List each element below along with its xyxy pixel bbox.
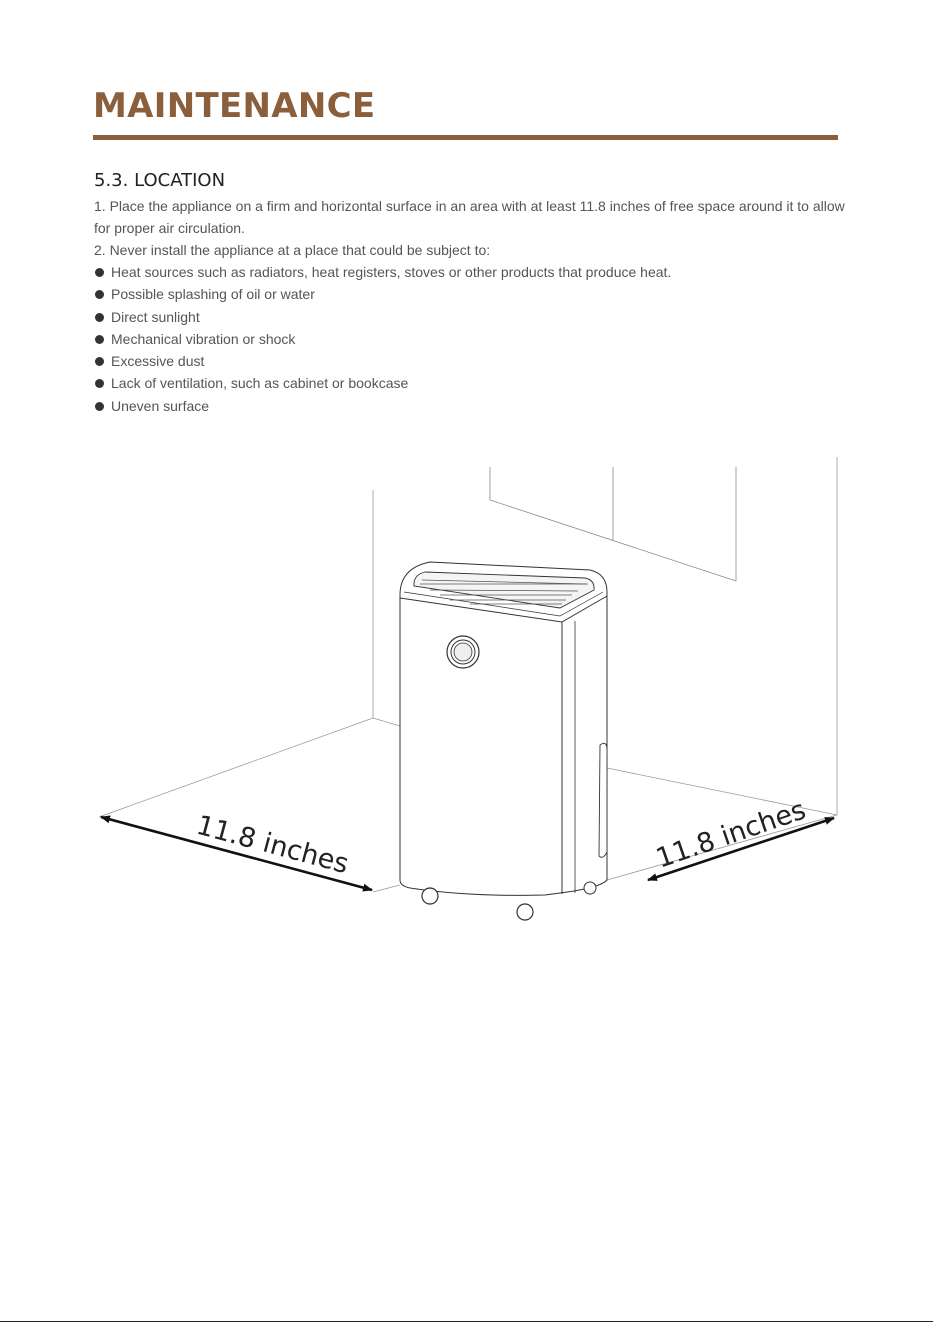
list-item (94, 261, 671, 283)
page-title: MAINTENANCE (93, 86, 376, 126)
list-item (94, 328, 671, 350)
bullet-icon (95, 335, 104, 344)
list-item (94, 283, 671, 305)
paragraph-free-space: 1. Place the appliance on a firm and horizontal surface in an area with at least 11.8 inches of free space around it to allow for proper air circulation. (94, 198, 845, 236)
list-item (94, 395, 671, 417)
placement-illustration (0, 440, 933, 960)
dehumidifier-icon (400, 562, 607, 920)
list-item (94, 350, 671, 372)
dimension-label-right: 11.8 inches (652, 794, 810, 875)
list-item (94, 306, 671, 328)
bullet-icon (95, 290, 104, 299)
bullet-icon (95, 402, 104, 411)
wall-window (490, 467, 736, 581)
section-heading: 5.3. LOCATION (94, 170, 226, 191)
list-item-text: Heat sources such as radiators, heat registers, stoves or other products that produce heat. (111, 264, 672, 280)
hazard-list (94, 261, 671, 417)
bullet-icon (95, 379, 104, 388)
bullet-icon (95, 313, 104, 322)
title-underline (93, 135, 838, 140)
list-item-text: Possible splashing of oil or water (111, 286, 315, 303)
list-item (94, 372, 671, 394)
paragraph-never-install: 2. Never install the appliance at a place that could be subject to: (94, 242, 491, 258)
bullet-icon (95, 268, 104, 277)
list-item-text: Mechanical vibration or shock (111, 330, 296, 347)
list-item-text: Direct sunlight (111, 308, 200, 325)
bullet-icon (95, 357, 104, 366)
page-bottom-border (0, 1321, 933, 1322)
dimension-label-left: 11.8 inches (193, 809, 352, 881)
list-item-text: Excessive dust (111, 353, 205, 370)
list-item-text: Uneven surface (111, 397, 210, 414)
list-item-text: Lack of ventilation, such as cabinet or bookcase (111, 375, 409, 392)
